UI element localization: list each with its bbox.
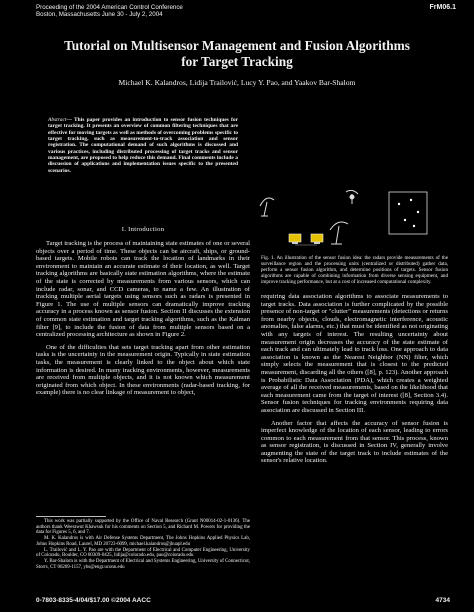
right-column	[261, 293, 448, 470]
abstract-label: Abstract	[48, 117, 67, 123]
footnote: L. Trailović and L. Y. Pao are with the Department of Electrical and Computer Engineering, University of Colorado, Boulder, CO 80309-0425, lidija@colorado.edu, pao@colorado.edu	[36, 547, 250, 559]
abstract-text: — This paper provides an introduction to sensor fusion techniques for target tracking. It presents an overview of common filtering techniques that are effective for moving targets as well as methods of overcoming problems specific to target tracking, such as measurement-to-track association and sensor registration. The computational demand of such algorithms is discussed and various practices, including distributed processing of target tracks and sensor management, are proposed to help reduce this demand. Final comments include a discussion of applications and implementation issues specific to the presented scenarios.	[48, 117, 238, 174]
target-display-icon	[389, 192, 427, 234]
body-paragraph: Target tracking is the process of maintaining state estimates of one or several objects over a period of time. These objects can be aircraft, ships, or ground-based targets. Mobile robots can track the location of landmarks in their environment to maintain an accurate estimate of their location, as well. Target tracking algorithms are basically state estimation algorithms, where the estimate of the state is corrected by measurements from various sensors, which can include radar, sonar, and CCD cameras, to name a few. An illustration of tracking multiple aerial targets using sensors such as radars is presented in Figure 1. The use of multiple sensors can dramatically improve tracking accuracy in a process known as sensor fusion. Section II discusses the extension of common state estimation and target tracking algorithms, such as the Kalman filter [9], to include the fusion of data from multiple sensors based on a centralized processing architecture as shown in Figure 2.	[36, 240, 250, 339]
title-line-2: for Target Tracking	[181, 54, 293, 69]
title-line-1: Tutorial on Multisensor Management and Fusion Algorithms	[64, 38, 410, 53]
isbn-footer: 0-7803-8335-4/04/$17.00 ©2004 AACC	[36, 597, 151, 604]
figure-caption: Fig. 1. An illustration of the sensor fusion idea: the radars provide measurements of the surveillance region and the processing units (centralized or distributed) gather data, perform a sensor fusion algorithm, and determine positions of targets. Sensor fusion algorithms are capable of combining information from diverse sensing equipment, and improve tracking performance, but at a cost of increased computational complexity.	[261, 255, 448, 285]
computer-icon	[289, 234, 301, 244]
radar-dish-icon	[260, 198, 274, 216]
radar-dish-icon	[346, 190, 358, 204]
author-list: Michael K. Kalandros, Lidija Trailović, Lucy Y. Pao, and Yaakov Bar-Shalom	[118, 78, 356, 87]
section-heading: I. Introduction	[121, 226, 165, 233]
computer-icon	[311, 234, 323, 244]
abstract	[48, 117, 238, 174]
paper-id: FrM06.1	[429, 4, 456, 11]
footnote: Y. Bar-Shalom is with the Department of Electrical and Systems Engineering, University of Connecticut, Storrs, CT 06269-1157, ybs@engr.uconn.edu	[36, 558, 250, 570]
footnote: M. K. Kalandros is with Air Defense Systems Department, The Johns Hopkins Applied Physics Lab, Johns Hopkins Road, Laurel, MD 20723-6099, michael.kalandros@jhuapl.edu	[36, 536, 250, 547]
body-paragraph: One of the difficulties that sets target tracking apart from other estimation tasks is the uncertainty in the measurement origin. Typically in state estimation tasks, the measurement is clearly linked to the object about which state information is desired. In many tracking environments, however, measurements are received from multiple objects, and it is not known which measurement originated from which object. In these environments (radar-based tracking, for example) there is no clear linkage of measurement to object,	[36, 343, 250, 397]
radar-dish-icon	[330, 222, 348, 244]
footnote-divider	[36, 516, 106, 517]
body-paragraph: requiring data association algorithms to associate measurements to target tracks. Data association is further complicated by the possible presence of non-target or "clutter" measurements (detections or returns from nearby objects, clouds, electromagnetic interference, acoustic anomalies, false alarms, etc.) that must be identified as not originating with any targets of interest. The resulting uncertainty about measurement origin decreases the accuracy of the state estimate of each track and can ultimately lead to track loss. One approach to data association is known as the Nearest Neighbor (NN) filter, which simply selects the measurement that is closest to the predicted measurement, discarding all the others ([8], p. 123). Another approach is Probabilistic Data Association (PDA), which creates a weighted average of all the received measurements, based on the likelihood that each measurement came from the target of interest ([8], Section 3.4). Sensor fusion techniques for tracking environments requiring data association are discussed in Section III.	[261, 293, 448, 414]
conference-line-1: Proceeding of the 2004 American Control Conference	[36, 4, 183, 11]
body-paragraph: Another factor that affects the accuracy of sensor fusion is imperfect knowledge of the location of each sensor, leading to errors common to each measurement from that sensor. This process, known as sensor registration, is discussed in Section IV, generally involve augmenting the state of the target track to include estimates of the sensor's relative location.	[261, 419, 448, 465]
figure-1	[258, 190, 448, 252]
paper-title	[0, 38, 474, 70]
footnote: This work was partially supported by the Office of Naval Research (Grant N00014-02-1-0136). The authors thank Weerawut Khawsuk for his comments on Section 5, and Richard M. Powers for providing the data for Figures 5, 6, and 7.	[36, 519, 250, 536]
left-column	[36, 240, 250, 402]
footnotes	[36, 519, 250, 570]
page-number: 4734	[435, 597, 450, 604]
conference-header	[36, 4, 183, 19]
conference-line-2: Boston, Massachusetts June 30 - July 2, 2004	[36, 11, 163, 19]
